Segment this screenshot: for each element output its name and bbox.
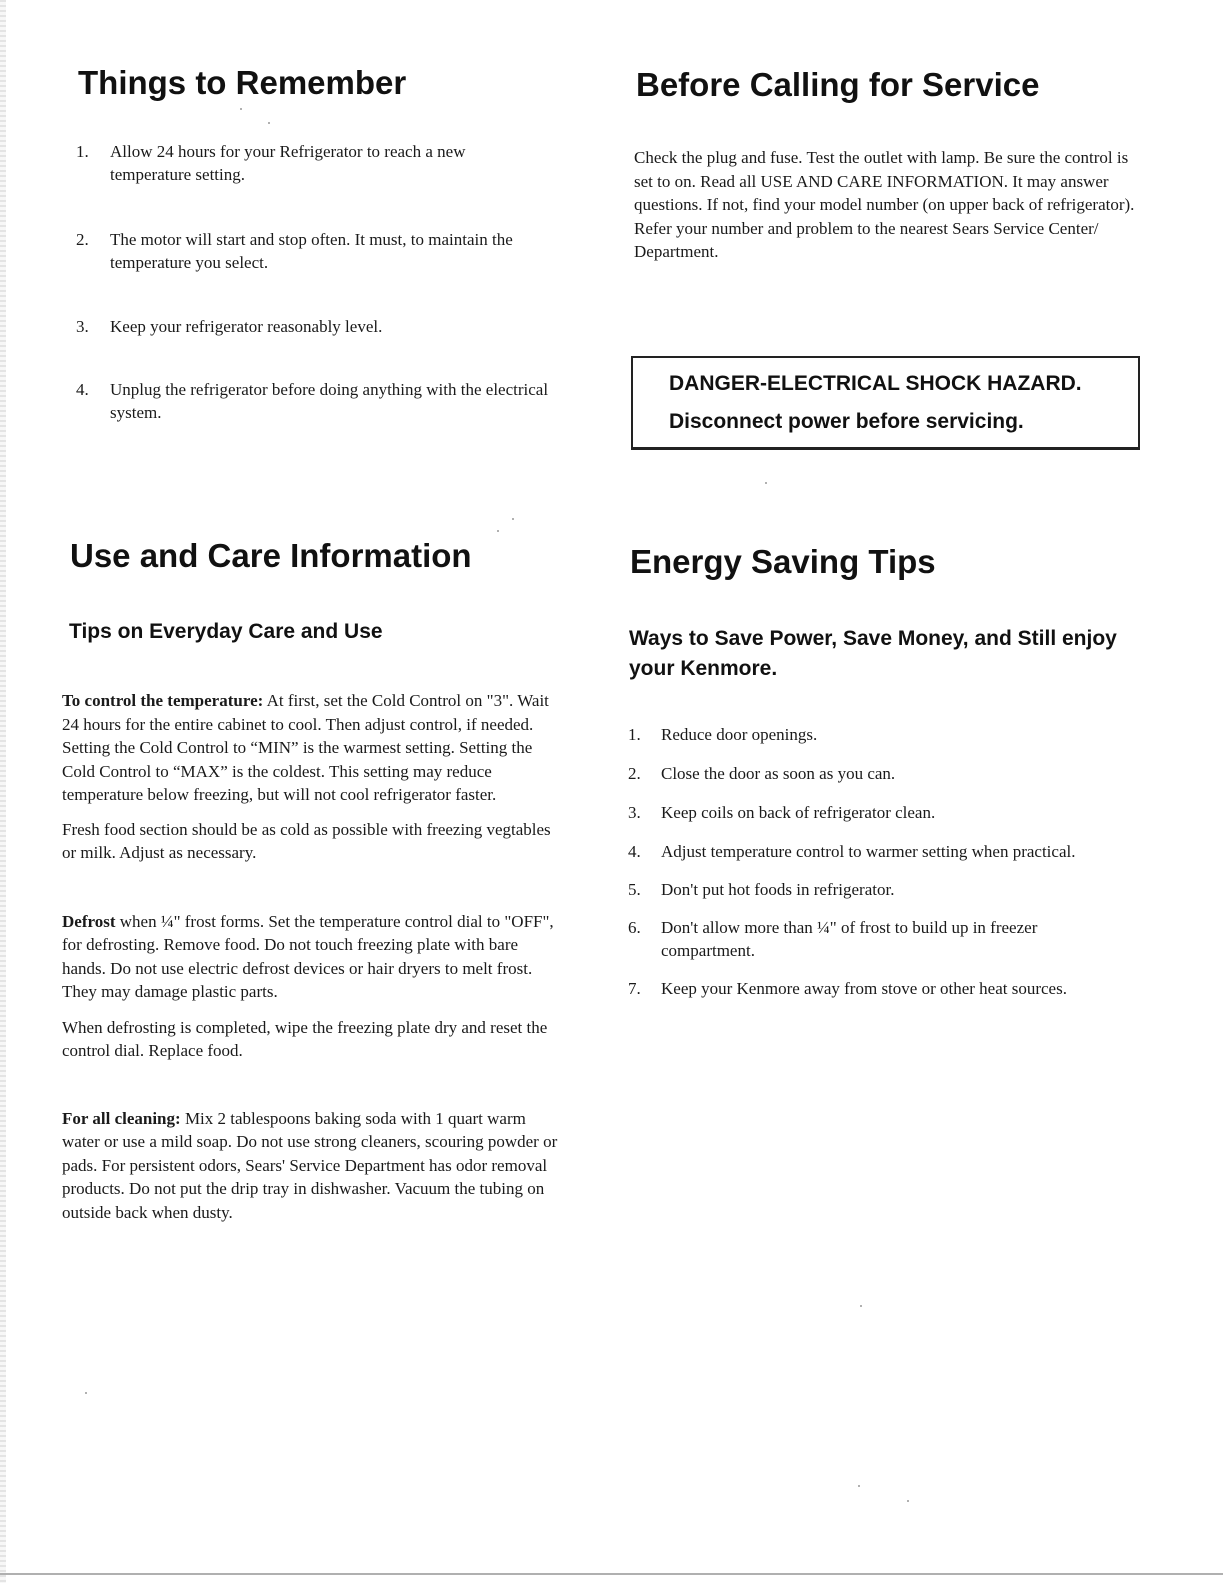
scan-speck	[512, 518, 514, 520]
before-calling-heading: Before Calling for Service	[636, 66, 1040, 103]
list-item	[76, 228, 596, 274]
paragraph-lead: For all cleaning:	[62, 1108, 181, 1128]
energy-tips-list	[628, 723, 1143, 1000]
paragraph-text: when ¼" frost forms. Set the temperature control dial to "OFF", for defrosting. Remove food. Do not touch freezing plate with bare hands. Do not use electric defrost devices or hair dryers to melt frost. They may damage plastic parts.	[62, 911, 554, 1001]
item-number: 4.	[76, 380, 89, 399]
bottom-rule	[0, 1573, 1223, 1575]
list-item	[628, 916, 1143, 962]
paragraph-lead: Defrost	[62, 911, 116, 931]
defrost-complete-paragraph	[62, 1016, 564, 1063]
list-item	[628, 977, 1143, 1000]
danger-line-2: Disconnect power before servicing.	[669, 410, 1024, 433]
paragraph-text: Mix 2 tablespoons baking soda with 1 quart warm water or use a mild soap. Do not use strong cleaners, scouring powder or pads. For persistent odors, Sears' Service Department has odor removal products. Do not put the drip tray in dishwasher. Vacuum the tubing on outside back when dusty.	[62, 1108, 558, 1222]
list-item	[76, 378, 596, 424]
paragraph-lead: To control the temperature:	[62, 691, 264, 710]
things-to-remember-heading: Things to Remember	[78, 64, 407, 101]
list-item	[76, 140, 596, 186]
item-text: Keep your Kenmore away from stove or other heat sources.	[661, 979, 1067, 998]
item-text: Keep your refrigerator reasonably level.	[110, 317, 383, 336]
item-number: 1.	[76, 142, 89, 161]
scan-speck	[765, 482, 767, 484]
item-number: 7.	[628, 979, 641, 998]
list-item	[628, 840, 1143, 863]
scan-speck	[858, 1485, 860, 1487]
item-text: Close the door as soon as you can.	[661, 764, 896, 783]
danger-line-1: DANGER-ELECTRICAL SHOCK HAZARD.	[669, 372, 1082, 395]
use-and-care-heading: Use and Care Information	[70, 537, 472, 574]
things-to-remember-list	[76, 140, 596, 424]
item-number: 1.	[628, 725, 641, 744]
scan-edge	[0, 0, 6, 1583]
scan-speck	[497, 530, 499, 532]
scan-speck	[268, 122, 270, 124]
paragraph-text: Fresh food section should be as cold as possible with freezing vegtables or milk. Adjust as necessary.	[62, 819, 551, 862]
energy-saving-heading: Energy Saving Tips	[630, 543, 936, 580]
item-number: 4.	[628, 842, 641, 861]
list-item	[628, 762, 1143, 785]
list-item	[628, 878, 1143, 901]
item-text: Don't allow more than ¼" of frost to build up in freezer compartment.	[661, 918, 1038, 960]
item-number: 2.	[628, 764, 641, 783]
paragraph-text: At first, set the Cold Control on "3". Wait 24 hours for the entire cabinet to cool. Then adjust control, if needed. Setting the Cold Control to “MIN” is the warmest setting. Setting the Cold Control to “MAX” is the coldest. This setting may reduce temperature below freezing, but will not cool refrigerator faster.	[62, 691, 549, 804]
item-number: 5.	[628, 880, 641, 899]
danger-warning-box	[631, 356, 1140, 450]
scan-speck	[240, 108, 242, 110]
item-number: 3.	[628, 803, 641, 822]
scan-speck	[860, 1305, 862, 1307]
item-number: 3.	[76, 317, 89, 336]
scan-speck	[85, 1392, 87, 1394]
item-text: The motor will start and stop often. It must, to maintain the temperature you select.	[110, 230, 513, 272]
everyday-care-subheading: Tips on Everyday Care and Use	[69, 620, 383, 643]
item-text: Keep coils on back of refrigerator clean.	[661, 803, 936, 822]
save-power-subheading: Ways to Save Power, Save Money, and Still enjoy your Kenmore.	[629, 627, 1117, 680]
list-item	[628, 801, 1143, 824]
item-text: Unplug the refrigerator before doing anything with the electrical system.	[110, 380, 549, 422]
item-text: Allow 24 hours for your Refrigerator to reach a new temperature setting.	[110, 142, 466, 184]
list-item	[628, 723, 1143, 746]
temperature-paragraph	[62, 689, 564, 807]
paragraph-text: When defrosting is completed, wipe the freezing plate dry and reset the control dial. Replace food.	[62, 1017, 548, 1060]
defrost-paragraph	[62, 910, 564, 1004]
use-and-care-body	[62, 689, 564, 1224]
list-item	[76, 315, 596, 338]
before-calling-text: Check the plug and fuse. Test the outlet with lamp. Be sure the control is set to on. Read all USE AND CARE INFORMATION. It may answer questions. If not, find your model number (on upper back of refrigerator). Refer your number and problem to the nearest Sears Service Center/ Department.	[634, 148, 1135, 261]
item-text: Adjust temperature control to warmer setting when practical.	[661, 842, 1076, 861]
item-text: Don't put hot foods in refrigerator.	[661, 880, 895, 899]
cleaning-paragraph	[62, 1107, 564, 1225]
item-number: 6.	[628, 918, 641, 937]
scan-speck	[907, 1500, 909, 1502]
item-text: Reduce door openings.	[661, 725, 818, 744]
fresh-food-paragraph	[62, 818, 564, 865]
item-number: 2.	[76, 230, 89, 249]
